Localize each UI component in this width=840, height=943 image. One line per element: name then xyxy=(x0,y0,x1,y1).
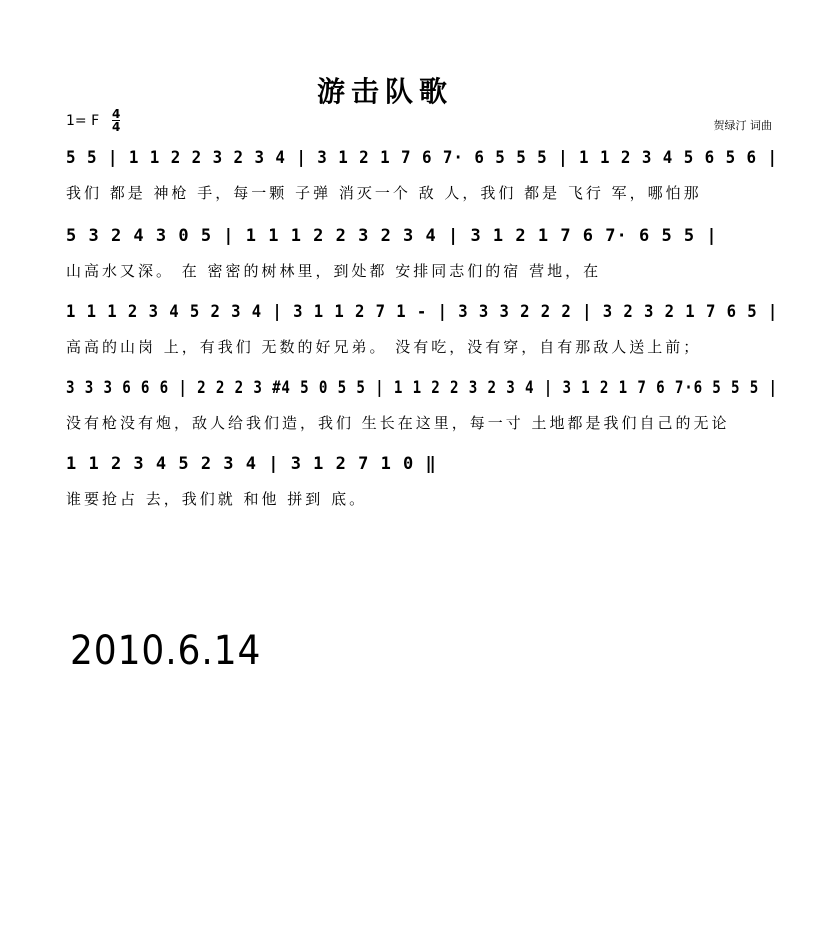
time-signature-bottom: 4 xyxy=(112,120,121,134)
score-system-5 xyxy=(66,454,778,509)
notation-line xyxy=(66,148,778,178)
time-signature xyxy=(112,108,120,134)
notation-line xyxy=(66,302,778,332)
author-credit: 贺绿汀 词曲 xyxy=(713,119,772,132)
notation-text: 1 1 2 3 4 5 2 3 4 | 3 1 2 7 1 0 ‖ xyxy=(66,454,437,474)
notation-text: 1 1 1 2 3 4 5 2 3 4 | 3 1 1 2 7 1 - | 3 3 3 2 2 2 | 3 2 3 2 1 7 6 5 | xyxy=(66,302,779,322)
notation-line xyxy=(66,378,778,408)
notation-line xyxy=(66,454,778,484)
score-system-4 xyxy=(66,378,778,433)
lyrics-line: 我们 都是 神枪 手，每一颗 子弹 消灭一个 敌 人，我们 都是 飞行 军，哪怕那 xyxy=(66,184,702,202)
time-signature-top: 4 xyxy=(112,107,121,121)
handwritten-date: 2010.6.14 xyxy=(70,628,262,674)
score-system-3 xyxy=(66,302,778,357)
lyrics-line: 谁要抢占 去，我们就 和他 拼到 底。 xyxy=(66,490,368,508)
score-system-2 xyxy=(66,226,778,281)
key-signature: 1= F xyxy=(66,113,100,129)
notation-line xyxy=(66,226,778,256)
notation-text: 5 5 | 1 1 2 2 3 2 3 4 | 3 1 2 1 7 6 7· 6 5 5 5 | 1 1 2 3 4 5 6 5 6 | xyxy=(66,148,778,168)
score-system-1 xyxy=(66,148,778,203)
notation-text: 5 3 2 4 3 0 5 | 1 1 1 2 2 3 2 3 4 | 3 1 2 1 7 6 7· 6 5 5 | xyxy=(66,226,718,246)
lyrics-line: 没有枪没有炮，敌人给我们造，我们 生长在这里，每一寸 土地都是我们自己的无论 xyxy=(66,414,730,432)
lyrics-line: 高高的山岗 上，有我们 无数的好兄弟。 没有吃，没有穿，自有那敌人送上前； xyxy=(66,338,702,356)
notation-text: 3 3 3 6 6 6 | 2 2 2 3 #4 5 0 5 5 | 1 1 2 2 3 2 3 4 | 3 1 2 1 7 6 7·6 5 5 5 | xyxy=(66,378,778,398)
song-title: 游击队歌 xyxy=(316,75,453,108)
lyrics-line: 山高水又深。 在 密密的树林里，到处都 安排同志们的宿 营地，在 xyxy=(66,262,602,280)
